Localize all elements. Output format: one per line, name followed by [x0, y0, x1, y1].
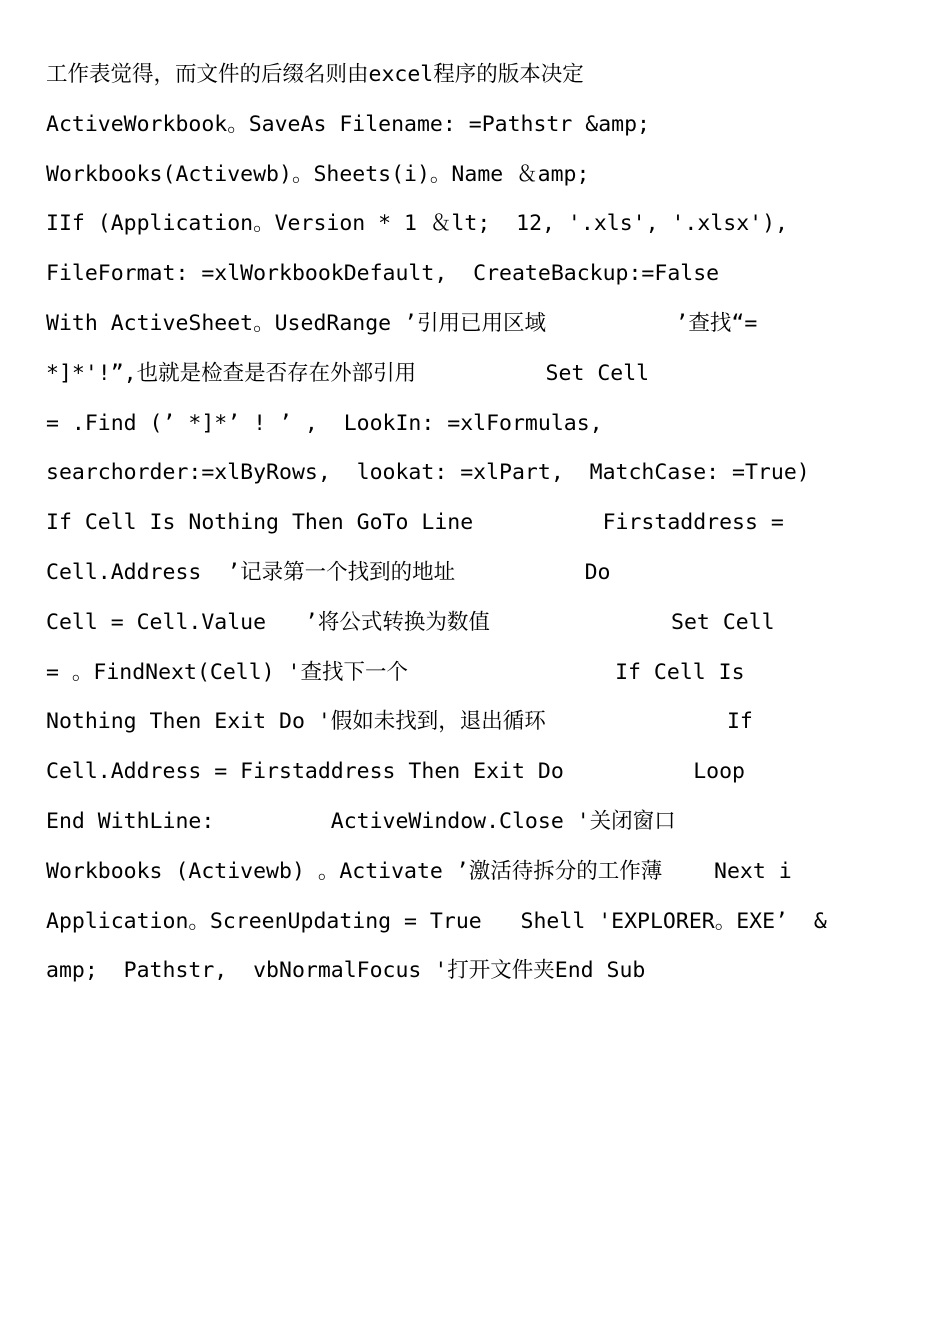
text-line: = 。FindNext(Cell) '查找下一个 If Cell Is: [46, 659, 745, 685]
text-line: Nothing Then Exit Do '假如未找到，退出循环 If: [46, 709, 753, 735]
text-line: Cell.Address ’记录第一个找到的地址 Do: [46, 559, 611, 585]
text-line: 工作表觉得，而文件的后缀名则由excel程序的版本决定: [46, 62, 584, 87]
text-line: Application。ScreenUpdating = True Shell 'EXPLORER。EXE’ &: [46, 908, 827, 934]
text-line: End WithLine: ActiveWindow.Close '关闭窗口: [46, 808, 676, 834]
text-line: Cell = Cell.Value ’将公式转换为数值 Set Cell: [46, 609, 775, 635]
text-line: If Cell Is Nothing Then GoTo Line Firstaddress =: [46, 510, 784, 536]
text-line: searchorder:=xlByRows, lookat: =xlPart, MatchCase: =True): [46, 460, 810, 486]
text-line: Workbooks(Activewb)。Sheets(i)。Name ＆amp;: [46, 161, 590, 187]
text-line: amp; Pathstr, vbNormalFocus '打开文件夹End Sub: [46, 958, 646, 984]
text-line: *]*'!”,也就是检查是否存在外部引用 Set Cell: [46, 360, 650, 386]
text-line: Workbooks (Activewb) 。Activate ’激活待拆分的工作薄 Next i: [46, 858, 792, 884]
text-line: IIf (Application。Version * 1 ＆lt; 12, '.xls', '.xlsx'),: [46, 211, 788, 237]
text-line: = .Find (’ *]*’ ! ’ , LookIn: =xlFormulas,: [46, 410, 603, 436]
text-line: ActiveWorkbook。SaveAs Filename: =Pathstr &amp;: [46, 111, 650, 137]
text-line: FileFormat: =xlWorkbookDefault, CreateBackup:=False: [46, 261, 720, 287]
text-line: Cell.Address = Firstaddress Then Exit Do Loop: [46, 759, 745, 785]
text-line: With ActiveSheet。UsedRange ’引用已用区域 ’查找“=: [46, 310, 758, 336]
code-text-block: [46, 50, 916, 996]
